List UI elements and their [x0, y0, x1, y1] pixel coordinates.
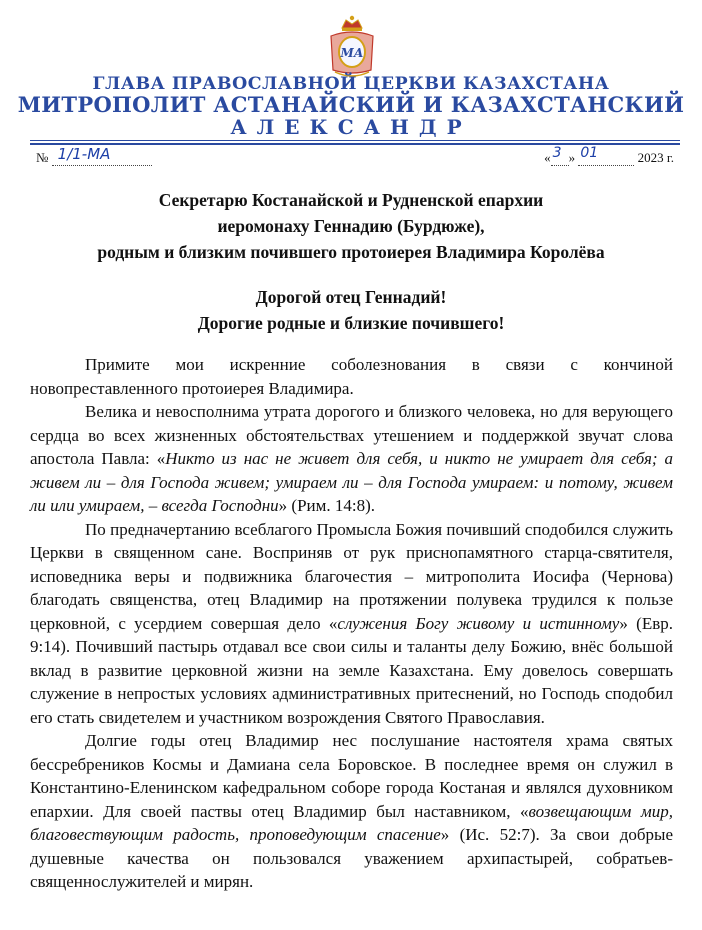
reference-prefix: № [36, 150, 49, 165]
date-year: 2023 г. [637, 150, 674, 165]
date-month-handwritten: 01 [580, 145, 599, 161]
paragraph-2-citation: » (Рим. 14:8). [278, 496, 376, 515]
paragraph-3-text: По предначертанию всеблагого Промысла Божия почивший сподобился служить Церкви в священном сане. Восприняв от рук приснопамятного старца-святителя, исповедника веры и подвижника благочестия – митрополита Иосифа (Чернова) благодать священства, отец Владимир на протяжении полувека трудился к пользе церковной, с усердием совершая дело « [30, 519, 673, 633]
paragraph-2 [30, 400, 673, 518]
letterhead-line-2: МИТРОПОЛИТ АСТАНАЙСКИЙ И КАЗАХСТАНСКИЙ [17, 92, 685, 117]
date-day-blank [551, 145, 569, 166]
scripture-quote: Никто из нас не живет для себя, и никто не умирает для себя; а живем ли – для Господа живем; умираем ли – для Господа умираем: и потому, живем ли или умираем, – всегда Господни [30, 449, 674, 515]
addressee-line: иеромонаху Геннадию (Бурдюже), [217, 216, 485, 236]
letterhead-divider-top [30, 140, 680, 141]
scripture-quote: возвещающим мир, благовествующим радость, проповедующим спасение [30, 801, 674, 844]
paragraph-1 [30, 353, 673, 400]
greeting-line: Дорогие родные и близкие почившего! [197, 313, 505, 333]
date-open-quote: « [544, 150, 551, 165]
reference-blank [52, 145, 152, 166]
date-close-quote: » [568, 150, 576, 165]
emblem-logo [325, 14, 379, 78]
greeting-block [0, 284, 702, 336]
paragraph-4-text: Долгие годы отец Владимир нес послушание настоятеля храма святых бессребреников Космы и Дамиана села Боровское. В последнее время он служил в Константино-Еленинском кафедральном соборе города Костаная и являлся духовником епархии. Для своей паствы отец Владимир был наставником, « [30, 731, 673, 821]
addressee-line: Секретарю Костанайской и Рудненской епархии [158, 190, 544, 210]
letter-body [30, 353, 673, 894]
paragraph-4-citation: » (Ис. 52:7). За свои добрые душевные качества он пользовался уважением архипастырей, собратьев-священнослужителей и мирян. [30, 825, 674, 891]
paragraph-4 [30, 729, 673, 894]
letterhead-line-1: ГЛАВА ПРАВОСЛАВНОЙ ЦЕРКВИ КАЗАХСТАНА [92, 74, 610, 94]
letterhead-line-3: АЛЕКСАНДР [230, 115, 472, 139]
paragraph-1-text: Примите мои искренние соболезнования в связи с кончиной новопреставленного протоиерея Владимира. [30, 355, 673, 398]
paragraph-3 [30, 518, 673, 730]
greeting-line: Дорогой отец Геннадий! [255, 287, 447, 307]
date-month-blank [578, 145, 634, 166]
letter-date [544, 145, 674, 166]
date-day-handwritten: 3 [552, 145, 562, 161]
emblem-monogram: МА [340, 46, 364, 60]
paragraph-3-citation: » (Евр. 9:14). Почивший пастырь отдавал все свои силы и таланты делу Божию, внёс большой вклад в развитие церковной жизни на земле Казахстана. Ему довелось совершать служение в непростых условиях административных притеснений, но Господь сподобил его стать свидетелем и участником возрождения Святого Православия. [30, 613, 673, 727]
addressee-line: родным и близким почившего протоиерея Владимира Королёва [97, 242, 605, 262]
reference-handwritten: 1/1-МА [57, 145, 111, 163]
scripture-quote: служения Богу живому и истинному [337, 613, 620, 633]
addressee-block [0, 187, 702, 265]
paragraph-2-text: Велика и невосполнима утрата дорогого и близкого человека, но для верующего сердца во всех жизненных обстоятельствах утешением и поддержкой звучат слова апостола Павла: « [30, 402, 673, 468]
reference-number [36, 145, 152, 166]
